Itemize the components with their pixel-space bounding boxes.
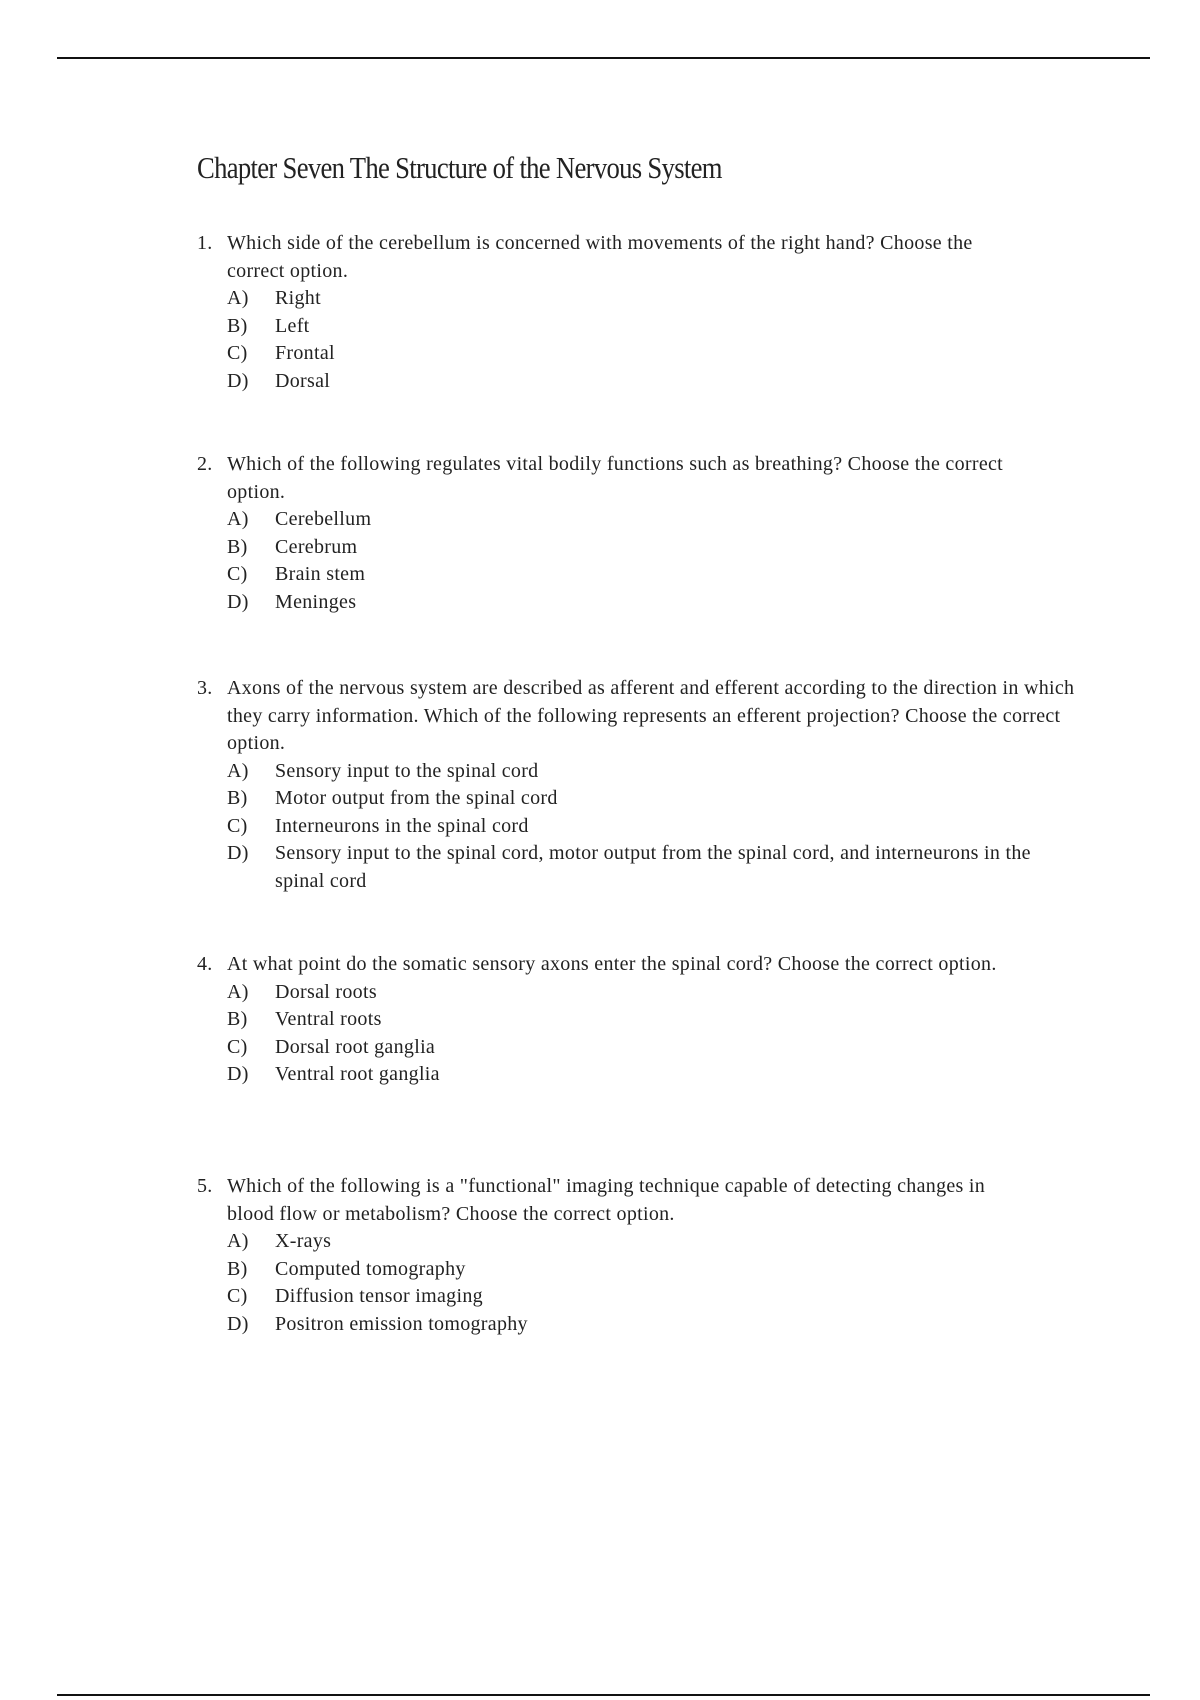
option-letter: D) xyxy=(227,842,249,864)
question-number: 2. xyxy=(197,453,213,475)
option-text: Motor output from the spinal cord xyxy=(275,787,558,809)
answer-option xyxy=(227,506,1017,534)
question-5 xyxy=(197,1173,1027,1338)
option-text: X-rays xyxy=(275,1230,332,1252)
option-text: Dorsal roots xyxy=(275,980,377,1003)
question-text: Which of the following regulates vital bodily functions such as breathing? Choose the correct option. xyxy=(227,453,1004,503)
answer-option xyxy=(227,979,1057,1007)
answer-option xyxy=(227,1034,1057,1062)
option-text: Left xyxy=(275,314,310,337)
answer-option xyxy=(227,1228,1027,1256)
option-text: Computed tomography xyxy=(275,1257,466,1280)
option-letter: A) xyxy=(227,1230,249,1252)
option-letter: D) xyxy=(227,1312,249,1335)
option-letter: B) xyxy=(227,314,248,337)
option-text: Ventral roots xyxy=(275,1008,382,1030)
answer-option xyxy=(227,368,997,396)
question-2 xyxy=(197,451,1017,616)
header-rule xyxy=(57,57,1150,59)
answer-option xyxy=(227,534,1017,562)
option-text: Ventral root ganglia xyxy=(275,1063,440,1085)
option-text: Meninges xyxy=(275,590,357,613)
answer-option xyxy=(227,1061,1057,1089)
answer-option xyxy=(227,285,997,313)
question-1 xyxy=(197,230,997,395)
question-text: At what point do the somatic sensory axons enter the spinal cord? Choose the correct option. xyxy=(227,953,997,975)
footer-rule xyxy=(57,1694,1150,1696)
option-text: Cerebellum xyxy=(275,508,372,530)
option-letter: C) xyxy=(227,1035,248,1058)
answer-option xyxy=(227,1256,1027,1284)
option-letter: B) xyxy=(227,1257,248,1280)
option-letter: C) xyxy=(227,1285,248,1307)
answer-option xyxy=(227,1283,1027,1311)
question-text: Which of the following is a "functional" imaging technique capable of detecting changes in blood flow or metabolism? Choose the correct option. xyxy=(227,1175,986,1225)
option-letter: C) xyxy=(227,563,248,585)
question-number: 1. xyxy=(197,232,213,254)
answer-option xyxy=(227,1311,1027,1339)
question-3 xyxy=(197,675,1082,895)
answer-option xyxy=(227,840,1082,895)
option-text: Dorsal root ganglia xyxy=(275,1035,436,1058)
option-text: Dorsal xyxy=(275,369,331,392)
option-letter: D) xyxy=(227,1063,249,1085)
option-text: Right xyxy=(275,287,321,309)
option-text: Interneurons in the spinal cord xyxy=(275,814,529,837)
option-letter: B) xyxy=(227,535,248,558)
question-4 xyxy=(197,951,1057,1089)
answer-option xyxy=(227,313,997,341)
option-letter: D) xyxy=(227,369,249,392)
option-text: Cerebrum xyxy=(275,535,358,558)
question-number: 3. xyxy=(197,677,213,699)
option-text: Brain stem xyxy=(275,563,366,585)
answer-option xyxy=(227,340,997,368)
option-text: Diffusion tensor imaging xyxy=(275,1285,483,1307)
option-letter: C) xyxy=(227,342,248,364)
option-text: Sensory input to the spinal cord, motor output from the spinal cord, and interneurons in the spinal cord xyxy=(275,842,1031,892)
question-number: 5. xyxy=(197,1175,213,1197)
answer-option xyxy=(227,785,1082,813)
answer-option xyxy=(227,1006,1057,1034)
option-letter: B) xyxy=(227,787,248,809)
option-text: Positron emission tomography xyxy=(275,1312,528,1335)
option-letter: B) xyxy=(227,1008,248,1030)
question-text: Axons of the nervous system are described as afferent and efferent according to the direction in which they carry information. Which of the following represents an efferent projection? Choose the correct option. xyxy=(227,677,1075,754)
option-letter: A) xyxy=(227,287,249,309)
answer-option xyxy=(227,813,1082,841)
question-number: 4. xyxy=(197,953,213,975)
option-text: Frontal xyxy=(275,342,335,364)
option-letter: D) xyxy=(227,590,249,613)
answer-option xyxy=(227,758,1082,786)
option-letter: A) xyxy=(227,508,249,530)
option-letter: A) xyxy=(227,980,249,1003)
option-text: Sensory input to the spinal cord xyxy=(275,759,539,782)
page-title: Chapter Seven The Structure of the Nervous System xyxy=(197,150,722,185)
option-letter: A) xyxy=(227,759,249,782)
option-letter: C) xyxy=(227,814,248,837)
answer-option xyxy=(227,589,1017,617)
answer-option xyxy=(227,561,1017,589)
question-text: Which side of the cerebellum is concerned with movements of the right hand? Choose the correct option. xyxy=(227,232,973,282)
